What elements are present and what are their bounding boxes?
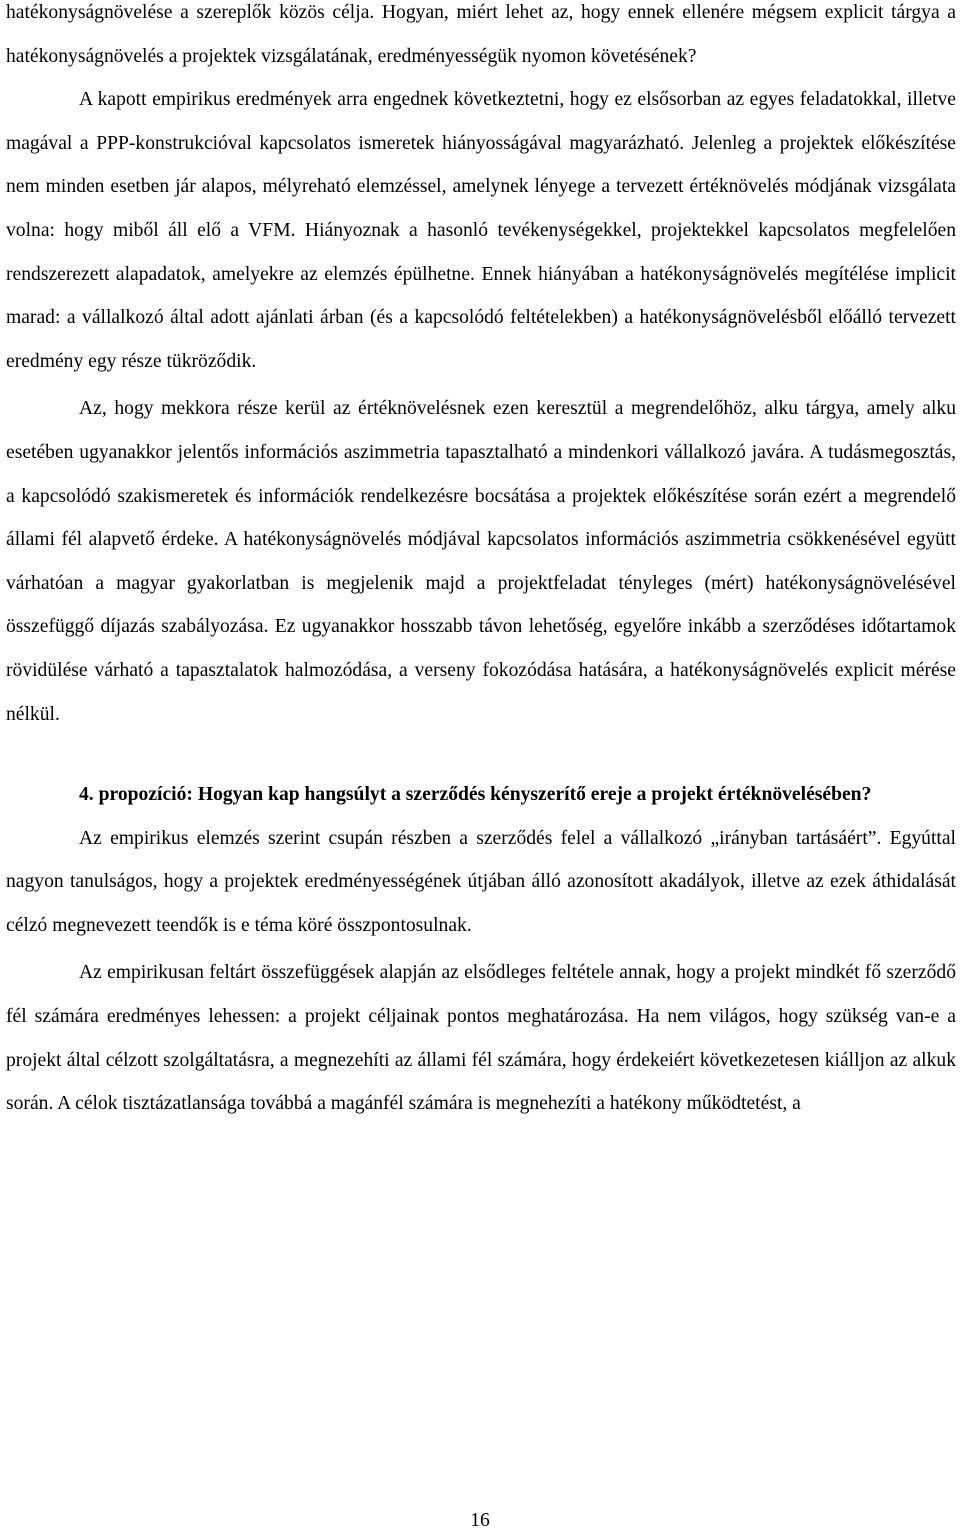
page-number: 16 bbox=[470, 1510, 490, 1531]
paragraph-empirical-analysis: Az empirikus elemzés szerint csupán részben a szerződés felel a vállalkozó „irányban tartásáért”. Egyúttal nagyon tanulságos, hogy a projektek eredményességének útjában álló azonosított akadályok, illetve az ezek áthidalását célzó megnevezett teendők is e téma köré összpontosulnak. bbox=[6, 827, 956, 936]
document-page bbox=[6, 0, 956, 1126]
section-heading-proposition-4: 4. propozíció: Hogyan kap hangsúlyt a szerződés kényszerítő ereje a projekt értéknövelésében? bbox=[79, 784, 872, 806]
paragraph-project-goals: Az empirikusan feltárt összefüggések alapján az elsődleges feltétele annak, hogy a projekt mindkét fő szerződő fél számára eredményes lehessen: a projekt céljainak pontos meghatározása. Ha nem világos, hogy szükség van-e a projekt által célzott szolgáltatásra, a megnezehíti az állami fél számára, hogy érdekeiért következetesen kiálljon az alkuk során. A célok tisztázatlansága továbbá a magánfél számára is megnehezíti a hatékony működtetést, a bbox=[6, 962, 956, 1115]
paragraph-empirical-results: A kapott empirikus eredmények arra engednek következtetni, hogy ez elsősorban az egyes feladatokkal, illetve magával a PPP-konstrukcióval kapcsolatos ismeretek hiányosságával magyarázható. Jelenleg a projektek előkészítése nem minden esetben jár alapos, mélyreható elemzéssel, amelynek lényege a tervezett értéknövelés módjának vizsgálata volna: hogy miből áll elő a VFM. Hiányoznak a hasonló tevékenységekkel, projektekkel kapcsolatos megfelelően rendszerezett alapadatok, amelyekre az elemzés épülhetne. Ennek hiányában a hatékonyságnövelés megítélése implicit marad: a vállalkozó által adott ajánlati árban (és a kapcsolódó feltételekben) a hatékonyságnövelésből előálló tervezett eredmény egy része tükröződik. bbox=[6, 89, 956, 372]
paragraph-continuation: hatékonyságnövelése a szereplők közös célja. Hogyan, miért lehet az, hogy ennek ellenére mégsem explicit tárgya a hatékonyságnövelés a projektek vizsgálatának, eredményességük nyomon követésének? bbox=[6, 2, 956, 67]
paragraph-value-increase: Az, hogy mekkora része kerül az értéknövelésnek ezen keresztül a megrendelőhöz, alku tárgya, amely alku esetében ugyanakkor jelentős információs aszimmetria tapasztalható a mindenkori vállalkozó javára. A tudásmegosztás, a kapcsolódó szakismeretek és információk rendelkezésre bocsátása a projektek előkészítése során ezért a megrendelő állami fél alapvető érdeke. A hatékonyságnövelés módjával kapcsolatos információs aszimmetria csökkenésével együtt várhatóan a magyar gyakorlatban is megjelenik majd a projektfeladat tényleges (mért) hatékonyságnövelésével összefüggő díjazás szabályozása. Ez ugyanakkor hosszabb távon lehetőség, egyelőre inkább a szerződéses időtartamok rövidülése várható a tapasztalatok halmozódása, a verseny fokozódása hatására, a hatékonyságnövelés explicit mérése nélkül. bbox=[6, 398, 956, 725]
